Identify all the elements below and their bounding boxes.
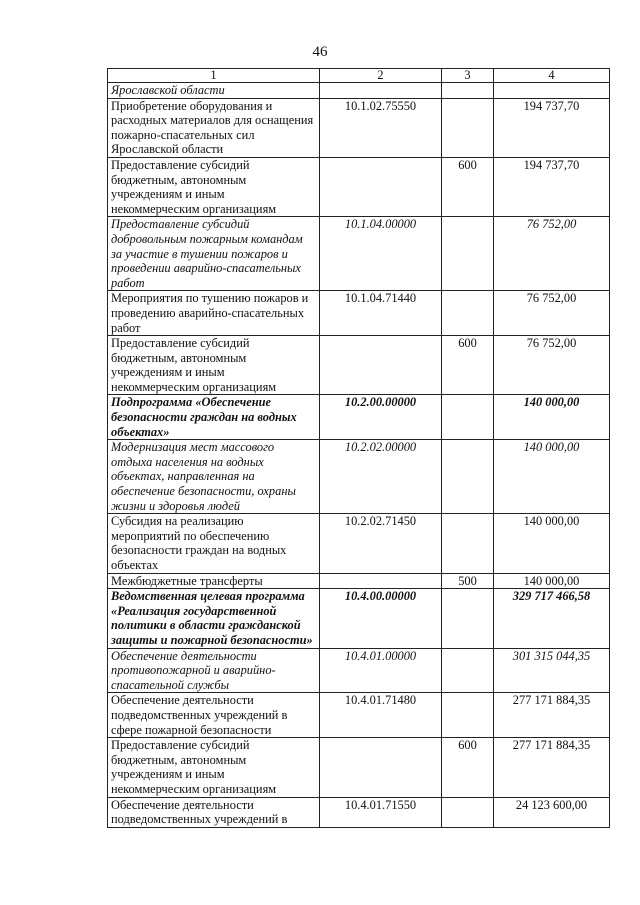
row-amount-cell: 76 752,00 [494,217,610,291]
table-row [108,514,610,573]
row-amount-cell: 140 000,00 [494,573,610,589]
row-code-cell: 10.2.00.00000 [320,395,442,440]
row-amount-cell: 301 315 044,35 [494,648,610,693]
row-code-cell: 10.1.02.75550 [320,98,442,157]
table-row [108,738,610,797]
row-expense-type-cell: 600 [442,336,494,395]
row-name-cell: Подпрограмма «Обеспечение безопасности граждан на водных объектах» [108,395,320,440]
table-row [108,440,610,514]
row-code-cell: 10.4.01.71550 [320,797,442,827]
row-amount-cell: 24 123 600,00 [494,797,610,827]
row-name-cell: Предоставление субсидий бюджетным, автономным учреждениям и иным некоммерческим организациям [108,336,320,395]
table-row [108,83,610,99]
page-number: 46 [312,44,328,60]
column-header-1: 1 [108,69,320,83]
row-code-cell [320,738,442,797]
row-amount-cell: 140 000,00 [494,514,610,573]
column-header-3: 3 [442,69,494,83]
table-row [108,648,610,693]
row-expense-type-cell [442,514,494,573]
row-amount-cell: 140 000,00 [494,440,610,514]
row-amount-cell: 194 737,70 [494,98,610,157]
row-code-cell: 10.4.01.00000 [320,648,442,693]
table-row [108,157,610,216]
table-row [108,797,610,827]
table-row [108,573,610,589]
row-amount-cell [494,83,610,99]
column-header-2: 2 [320,69,442,83]
row-name-cell: Предоставление субсидий бюджетным, автономным учреждениям и иным некоммерческим организациям [108,738,320,797]
row-expense-type-cell [442,98,494,157]
column-header-4: 4 [494,69,610,83]
row-expense-type-cell [442,693,494,738]
table-row [108,98,610,157]
row-expense-type-cell [442,589,494,648]
row-amount-cell: 76 752,00 [494,336,610,395]
row-name-cell: Обеспечение деятельности подведомственных учреждений в сфере пожарной безопасности [108,693,320,738]
row-amount-cell: 76 752,00 [494,291,610,336]
row-name-cell: Ведомственная целевая программа «Реализация государственной политики в области гражданской защиты и пожарной безопасности» [108,589,320,648]
row-name-cell: Приобретение оборудования и расходных материалов для оснащения пожарно-спасательных сил Ярославской области [108,98,320,157]
row-amount-cell: 194 737,70 [494,157,610,216]
table-row [108,589,610,648]
table-row [108,336,610,395]
row-expense-type-cell [442,797,494,827]
table-row [108,291,610,336]
table-row [108,217,610,291]
row-expense-type-cell [442,440,494,514]
row-code-cell: 10.2.02.00000 [320,440,442,514]
row-code-cell [320,336,442,395]
row-expense-type-cell [442,83,494,99]
row-expense-type-cell: 600 [442,738,494,797]
row-code-cell: 10.1.04.71440 [320,291,442,336]
row-name-cell: Модернизация мест массового отдыха населения на водных объектах, направленная на обеспечение безопасности, охраны жизни и здоровья людей [108,440,320,514]
row-amount-cell: 140 000,00 [494,395,610,440]
row-code-cell [320,573,442,589]
row-code-cell: 10.4.01.71480 [320,693,442,738]
budget-table [107,68,610,828]
row-expense-type-cell [442,291,494,336]
row-expense-type-cell [442,217,494,291]
row-code-cell [320,83,442,99]
row-code-cell: 10.4.00.00000 [320,589,442,648]
row-code-cell [320,157,442,216]
row-name-cell: Субсидия на реализацию мероприятий по обеспечению безопасности граждан на водных объектах [108,514,320,573]
row-code-cell: 10.2.02.71450 [320,514,442,573]
row-name-cell: Ярославской области [108,83,320,99]
row-expense-type-cell [442,648,494,693]
row-expense-type-cell: 600 [442,157,494,216]
row-expense-type-cell [442,395,494,440]
table-row [108,395,610,440]
table-body [108,83,610,828]
row-name-cell: Мероприятия по тушению пожаров и проведению аварийно-спасательных работ [108,291,320,336]
row-name-cell: Межбюджетные трансферты [108,573,320,589]
table-row [108,693,610,738]
row-name-cell: Предоставление субсидий бюджетным, автономным учреждениям и иным некоммерческим организациям [108,157,320,216]
row-name-cell: Обеспечение деятельности противопожарной и аварийно-спасательной службы [108,648,320,693]
row-name-cell: Предоставление субсидий добровольным пожарным командам за участие в тушении пожаров и проведении аварийно-спасательных работ [108,217,320,291]
row-code-cell: 10.1.04.00000 [320,217,442,291]
table-header-row [108,69,610,83]
row-amount-cell: 277 171 884,35 [494,693,610,738]
row-name-cell: Обеспечение деятельности подведомственных учреждений в [108,797,320,827]
row-amount-cell: 329 717 466,58 [494,589,610,648]
row-amount-cell: 277 171 884,35 [494,738,610,797]
row-expense-type-cell: 500 [442,573,494,589]
